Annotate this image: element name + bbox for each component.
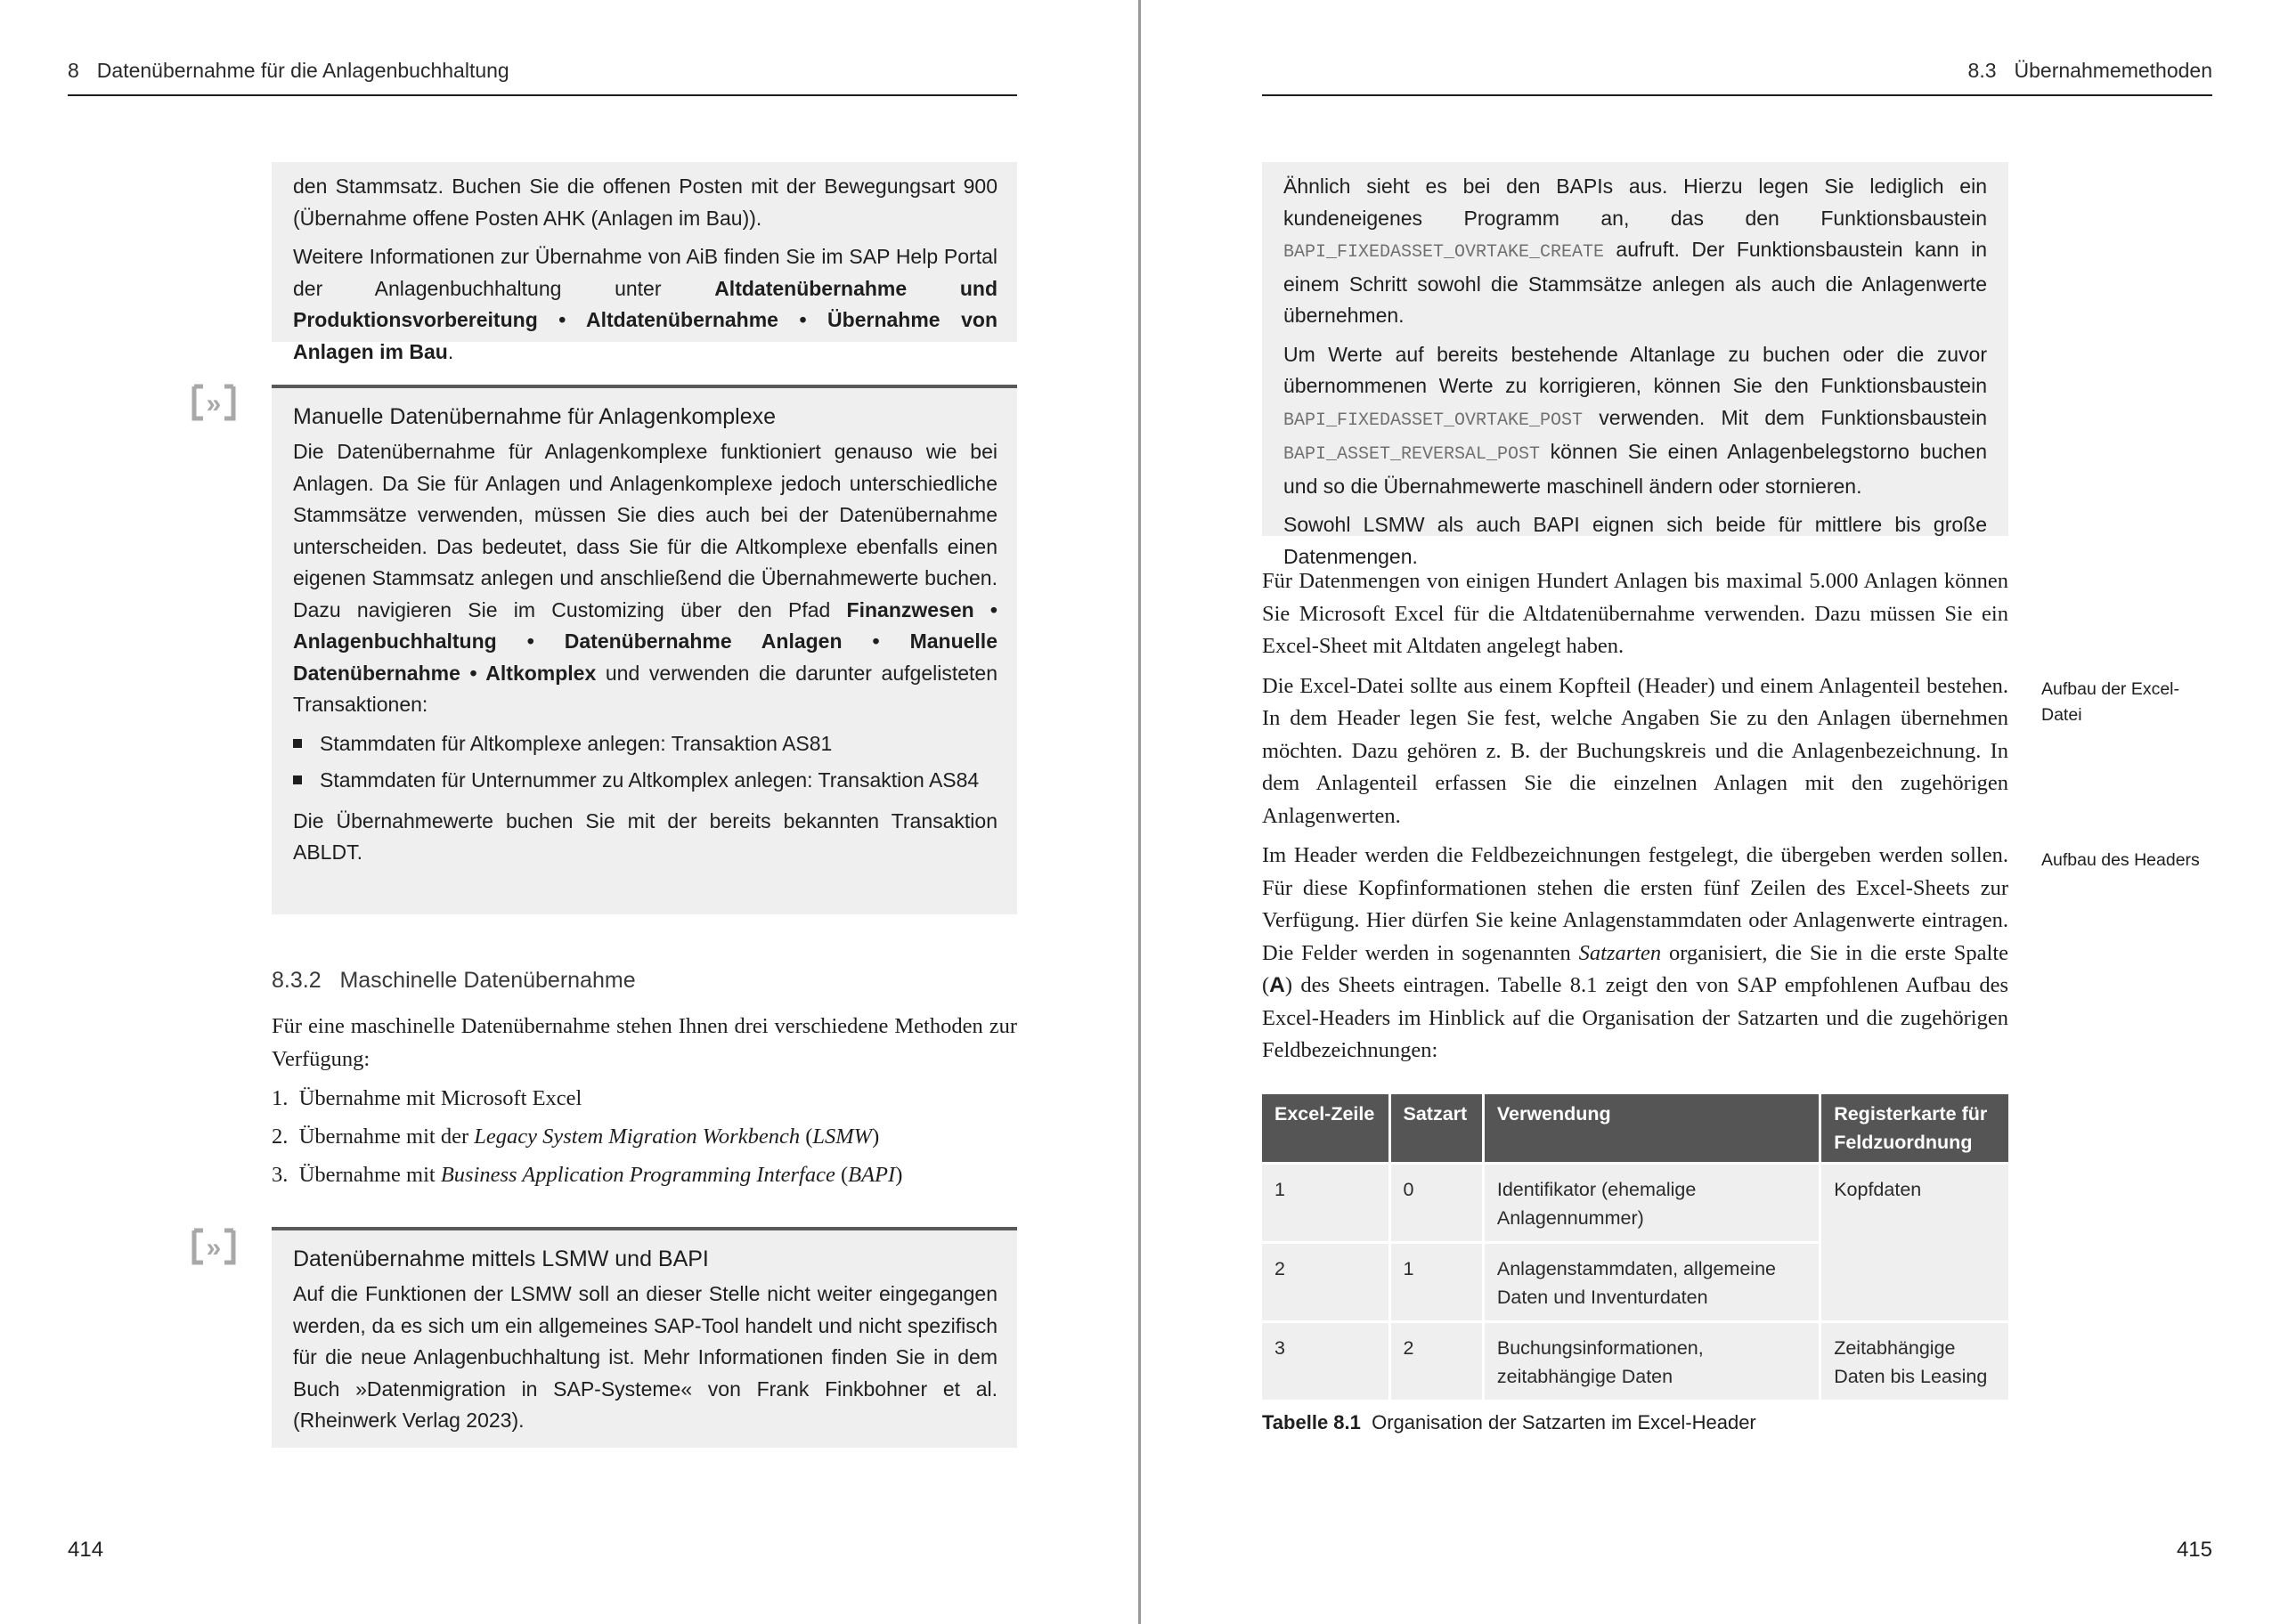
table-cell: 2 [1262, 1244, 1388, 1320]
continued-info-box [272, 162, 1017, 363]
paragraph: Die Excel-Datei sollte aus einem Kopfteil (Header) und einem Anlagenteil bestehen. In dem Header legen Sie fest, welche Angaben Sie zu den Anlagen übernehmen möchten. Dazu gehören z. B. der Buchungskreis und die Anlagenbezeichnung. In dem Anlagenteil erfassen Sie die einzelnen Anlagen mit den zugehörigen Anlagenwerten. [1262, 673, 2008, 828]
text: ) [872, 1125, 880, 1149]
italic-term: Business Application Programming Interface [440, 1163, 835, 1187]
text: Übernahme mit der [298, 1125, 475, 1149]
italic-term: BAPI [848, 1163, 896, 1187]
table-cell: Zeitabhängige Daten bis Leasing [1821, 1323, 2008, 1400]
table-row [1262, 1323, 2008, 1400]
text: Ähnlich sieht es bei den BAPIs aus. Hierzu legen Sie lediglich ein kundeneigenes Programm an, das den Funktionsbaustein [1283, 175, 1987, 230]
table-cell: Anlagenstammdaten, allgemeine Daten und Inventurdaten [1485, 1244, 1819, 1320]
list-item [272, 1156, 1017, 1194]
bold-term: A [1269, 973, 1285, 997]
italic-term: Satzarten [1578, 940, 1662, 965]
menu-path: Altdatenübernahme und Produktionsvorbereitung • Altdatenübernahme • Übernahme von Anlagen im Bau [293, 276, 998, 363]
section-heading [272, 968, 636, 994]
list-item [272, 1079, 1017, 1117]
box-paragraph: Auf die Funktionen der LSMW soll an dieser Stelle nicht weiter eingegangen werden, da es sich um ein allgemeines SAP-Tool handelt und nicht spezifisch für die neue Anlagenbuchhaltung ist. Mehr Informationen finden Sie in dem Buch »Datenmigration in SAP-Systeme« von Frank Finkbohner et al. (Rheinwerk Verlag 2023). [293, 1282, 998, 1432]
svg-text:»: » [206, 389, 222, 418]
table-cell: 2 [1391, 1323, 1482, 1400]
section-body [272, 1011, 1017, 1194]
caption-text: Organisation der Satzarten im Excel-Header [1372, 1411, 1756, 1433]
box-paragraph: den Stammsatz. Buchen Sie die offenen Posten mit der Bewegungsart 900 (Übernahme offene Posten AHK (Anlagen im Bau)). [293, 175, 998, 230]
box-paragraph: Sowohl LSMW als auch BAPI eignen sich beide für mittlere bis große Datenmengen. [1283, 513, 1987, 568]
code-term: BAPI_ASSET_REVERSAL_POST [1283, 444, 1541, 465]
box-paragraph [293, 241, 998, 368]
note-title: Datenübernahme mittels LSMW und BAPI [293, 1246, 709, 1271]
header-rule [68, 94, 1017, 96]
table-cell: 3 [1262, 1323, 1388, 1400]
box-paragraph [1283, 339, 1987, 503]
text: Im Header werden die Feldbezeichnungen festgelegt, die übergeben werden sollen. Für diese Kopfinformationen stehen die ersten fünf Zeilen des Excel-Sheets zur Verfügung. Hier dürfen Sie keine Anlagenstammdaten oder Anlagenwerte eintragen. Die Felder werden in sogenannten [1262, 843, 2008, 965]
column-header: Registerkarte für Feldzuordnung [1821, 1094, 2008, 1162]
list-item: Stammdaten für Unternummer zu Altkomplex anlegen: Transaktion AS84 [293, 765, 998, 797]
table-row [1262, 1165, 2008, 1241]
note-icon [191, 383, 237, 422]
intro-paragraph: Für eine maschinelle Datenübernahme stehen Ihnen drei verschiedene Methoden zur Verfügung: [272, 1014, 1017, 1071]
bullet-list [293, 728, 998, 797]
text: Die Datenübernahme für Anlagenkomplexe funktioniert genauso wie bei Anlagen. Da Sie für Anlagen und Anlagenkomplexe jedoch unterschiedliche Stammsätze verwenden, müssen Sie dies auch bei der Datenübernahme unterscheiden. Das bedeutet, dass Sie für die Altkomplexe ebenfalls einen eigenen Stammsatz anlegen und anschließend die Übernahmewerte buchen. Dazu navigieren Sie im Customizing über den Pfad [293, 440, 998, 621]
list-item: Stammdaten für Altkomplexe anlegen: Transaktion AS81 [293, 728, 998, 760]
table-cell: Identifikator (ehemalige Anlagennummer) [1485, 1165, 1819, 1241]
running-header [1968, 59, 2212, 83]
text: ) des Sheets eintragen. Tabelle 8.1 zeigt den von SAP empfohlenen Aufbau des Excel-Headers im Hinblick auf die Organisation der Satzarten und die zugehörigen Feldbezeichnungen: [1262, 973, 2008, 1062]
column-header: Verwendung [1485, 1094, 1819, 1162]
list-number: 3. [272, 1163, 289, 1187]
table-cell: 0 [1391, 1165, 1482, 1241]
section-title: Maschinelle Datenübernahme [339, 968, 636, 993]
text: verwenden. Mit dem Funktionsbaustein [1583, 405, 1987, 429]
page-number: 415 [2176, 1538, 2212, 1562]
section-title: Übernahmemethoden [2014, 59, 2212, 82]
list-item [272, 1117, 1017, 1156]
text: ( [835, 1163, 849, 1187]
svg-text:»: » [206, 1233, 222, 1263]
box-paragraph [1283, 171, 1987, 332]
box-paragraph: Die Übernahmewerte buchen Sie mit der bereits bekannten Transaktion ABLDT. [293, 808, 998, 864]
column-header: Excel-Zeile [1262, 1094, 1388, 1162]
table-header-row [1262, 1094, 2008, 1162]
text: aufruft. Der Funktionsbaustein kann in einem Schritt sowohl die Stammsätze anlegen als auch die Anlagenwerte übernehmen. [1283, 238, 1987, 327]
satzarten-table [1259, 1092, 2011, 1402]
paragraph: Für Datenmengen von einigen Hundert Anlagen bis maximal 5.000 Anlagen können Sie Microsoft Excel für die Altdatenübernahme verwenden. Dazu müssen Sie ein Excel-Sheet mit Altdaten angelegt haben. [1262, 569, 2008, 658]
bapi-info-box [1262, 162, 2008, 568]
italic-term: Legacy System Migration Workbench [474, 1125, 801, 1149]
note-box-lsmw-bapi [272, 1227, 1017, 1448]
margin-note: Aufbau des Headers [2041, 850, 2200, 870]
list-number: 2. [272, 1125, 289, 1149]
menu-path: Finanzwesen • Anlagenbuchhaltung • Datenübernahme Anlagen • Manuelle Datenübernahme • Altkomplex [293, 597, 998, 685]
header-rule [1262, 94, 2212, 96]
paragraph [1262, 840, 2008, 1068]
text: ) [895, 1163, 903, 1187]
section-number: 8.3.2 [272, 968, 322, 993]
note-title: Manuelle Datenübernahme für Anlagenkomplexe [293, 404, 777, 429]
text: können Sie einen Anlagenbelegstorno buchen und so die Übernahmewerte maschinell ändern oder stornieren. [1283, 440, 1987, 498]
table-cell: Buchungsinformationen, zeitabhängige Daten [1485, 1323, 1819, 1400]
table-caption [1262, 1411, 1756, 1434]
box-paragraph [293, 436, 998, 721]
text: und verwenden die darunter aufgelisteten Transaktionen: [293, 661, 998, 716]
note-icon [191, 1227, 237, 1266]
caption-label: Tabelle 8.1 [1262, 1411, 1361, 1433]
chapter-title: Datenübernahme für die Anlagenbuchhaltung [96, 59, 509, 82]
left-page [0, 0, 1139, 1624]
italic-term: LSMW [812, 1125, 873, 1149]
table-cell: 1 [1391, 1244, 1482, 1320]
body-text [1262, 565, 2008, 1075]
code-term: BAPI_FIXEDASSET_OVRTAKE_POST [1283, 410, 1584, 431]
code-term: BAPI_FIXEDASSET_OVRTAKE_CREATE [1283, 242, 1605, 263]
running-header [68, 59, 509, 83]
note-box-anlagenkomplexe [272, 385, 1017, 914]
text: Um Werte auf bereits bestehende Altanlage zu buchen oder die zuvor übernommenen Werte zu korrigieren, können Sie den Funktionsbaustein [1283, 342, 1987, 397]
table-cell: 1 [1262, 1165, 1388, 1241]
text: ( [800, 1125, 813, 1149]
section-number: 8.3 [1967, 59, 1997, 82]
list-number: 1. [272, 1086, 289, 1110]
margin-note: Aufbau der Excel-Datei [2041, 679, 2180, 725]
method-list [272, 1079, 1017, 1194]
text: . [447, 339, 454, 363]
text: Übernahme mit [298, 1163, 441, 1187]
text: Weitere Informationen zur Übernahme von AiB finden Sie im SAP Help Portal der Anlagenbuchhaltung unter [293, 245, 998, 300]
right-page [1141, 0, 2280, 1624]
text: organisiert, die Sie in die erste Spalte ( [1262, 940, 2008, 997]
chapter-number: 8 [68, 59, 79, 82]
page-number: 414 [68, 1538, 104, 1562]
text: Übernahme mit Microsoft Excel [298, 1086, 582, 1110]
column-header: Satzart [1391, 1094, 1482, 1162]
table-cell: Kopfdaten [1821, 1165, 2008, 1320]
